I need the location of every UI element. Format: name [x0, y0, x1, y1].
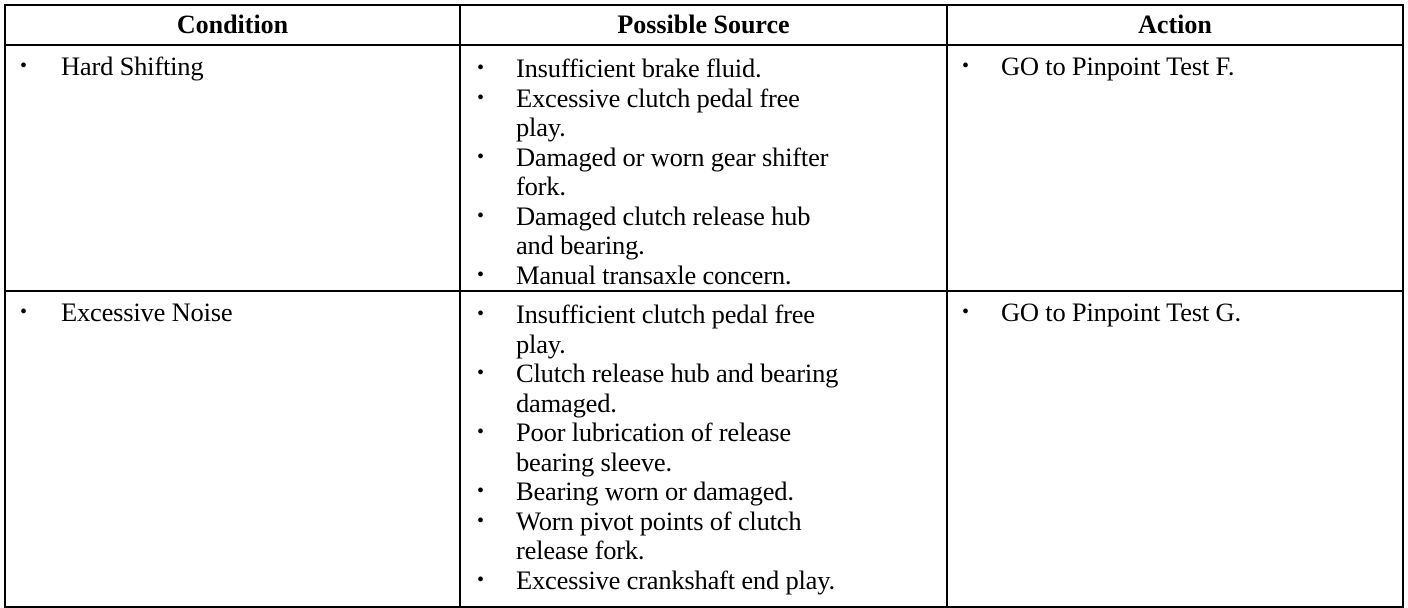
bullet-icon: • [962, 55, 969, 77]
source-text: Excessive crankshaft end play. [516, 564, 835, 595]
bullet-icon: • [477, 362, 484, 384]
source-text: Manual transaxle concern. [516, 259, 792, 290]
source-item [461, 477, 846, 507]
source-text: Insufficient clutch pedal free play. [516, 299, 815, 359]
source-text: Bearing worn or damaged. [516, 476, 794, 506]
source-item [461, 84, 846, 143]
source-item [461, 143, 846, 202]
source-item [461, 359, 846, 418]
table-row [5, 291, 1403, 607]
action-item [948, 298, 1402, 328]
action-cell [947, 291, 1403, 607]
bullet-icon: • [477, 509, 484, 532]
header-condition: Condition [5, 5, 460, 45]
header-row [5, 5, 1403, 45]
condition-text: Hard Shifting [61, 51, 204, 81]
bullet-icon: • [477, 421, 484, 443]
source-item [461, 418, 846, 477]
condition-item [6, 298, 459, 328]
bullet-icon: • [477, 86, 484, 109]
bullet-icon: • [477, 303, 484, 325]
diagnosis-table [4, 4, 1404, 608]
source-text: Damaged or worn gear shifter fork. [516, 141, 829, 201]
action-cell [947, 45, 1403, 291]
bullet-icon: • [477, 204, 484, 227]
source-text: Damaged clutch release hub and bearing. [516, 200, 811, 260]
action-text: GO to Pinpoint Test G. [1001, 297, 1241, 327]
condition-cell [5, 45, 460, 291]
bullet-icon: • [477, 145, 484, 168]
bullet-icon: • [477, 57, 484, 79]
condition-item [6, 52, 459, 82]
bullet-icon: • [20, 301, 27, 323]
source-cell [460, 45, 947, 291]
source-text: Poor lubrication of release bearing sleeve. [516, 417, 791, 477]
source-text: Clutch release hub and bearing damaged. [516, 358, 839, 418]
bullet-icon: • [477, 263, 484, 286]
table-row [5, 45, 1403, 291]
bullet-icon: • [477, 480, 484, 502]
bullet-icon: • [962, 301, 969, 323]
condition-text: Excessive Noise [61, 297, 233, 327]
condition-cell [5, 291, 460, 607]
source-text: Excessive clutch pedal free play. [516, 82, 800, 142]
source-text: Insufficient brake fluid. [516, 53, 762, 83]
bullet-icon: • [477, 568, 484, 591]
source-item [461, 566, 846, 596]
action-item [948, 52, 1402, 82]
action-text: GO to Pinpoint Test F. [1001, 51, 1235, 81]
source-item [461, 261, 846, 291]
source-item [461, 300, 846, 359]
bullet-icon: • [20, 55, 27, 77]
source-item [461, 54, 846, 84]
source-text: Worn pivot points of clutch release fork. [516, 505, 802, 565]
header-action: Action [947, 5, 1403, 45]
source-item [461, 507, 846, 566]
source-cell [460, 291, 947, 607]
header-possible-source: Possible Source [460, 5, 947, 45]
source-item [461, 202, 846, 261]
